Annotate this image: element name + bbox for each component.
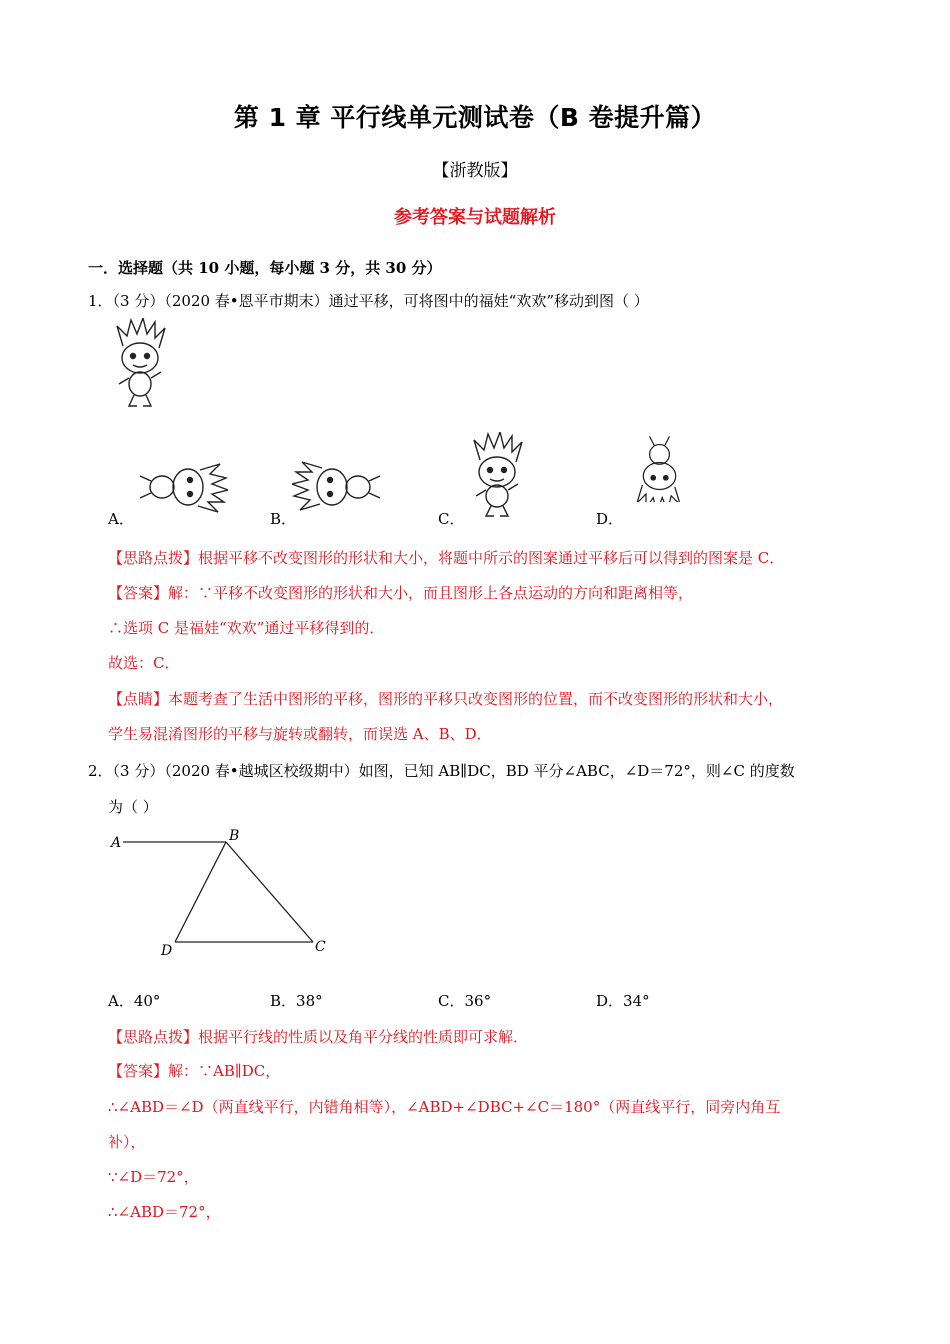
point-a-label: A: [111, 835, 122, 851]
q1-option-b-label: B．: [270, 510, 297, 528]
q2-option-c: C．36°: [438, 992, 492, 1010]
q1-review-line-1: 【点睛】本题考查了生活中图形的平移，图形的平移只改变图形的位置，而不改变图形的形状和大小，: [108, 690, 784, 708]
edition-label: 【浙教版】: [432, 161, 518, 181]
q2-answer-line-5: ∴∠ABD＝72°，: [108, 1203, 221, 1221]
q1-hint: 【思路点拨】根据平移不改变图形的形状和大小，将题中所示的图案通过平移后可以得到的图案是 C．: [108, 549, 785, 567]
q1-answer-line-2: ∴选项 C 是福娃“欢欢”通过平移得到的．: [108, 619, 385, 637]
q2-stem-line-2: 为（ ）: [108, 798, 158, 816]
page-title: 第 1 章 平行线单元测试卷（B 卷提升篇）: [233, 103, 717, 132]
q1-option-a-label: A．: [108, 510, 134, 528]
point-d-label: D: [161, 943, 173, 959]
point-c-label: C: [315, 939, 326, 955]
segment-bc: [226, 842, 313, 942]
q2-answer-line-2: ∴∠ABD＝∠D（两直线平行，内错角相等），∠ABD+∠DBC+∠C＝180°（两直线平行，同旁内角互: [108, 1098, 781, 1116]
q2-answer-line-1: 【答案】解：∵AB∥DC，: [108, 1062, 281, 1080]
q2-hint: 【思路点拨】根据平行线的性质以及角平分线的性质即可求解．: [108, 1028, 529, 1046]
mascot-option-a-figure: [138, 456, 228, 518]
answers-heading: 参考答案与试题解析: [394, 207, 556, 228]
q1-answer-line-3: 故选：C．: [108, 654, 180, 672]
q1-answer-line-1: 【答案】解：∵平移不改变图形的形状和大小，而且图形上各点运动的方向和距离相等，: [108, 584, 694, 602]
q2-option-a: A．40°: [108, 992, 161, 1010]
q2-geometry-figure: [105, 825, 335, 960]
mascot-original-figure: [105, 318, 175, 413]
section-heading: 一．选择题（共 10 小题，每小题 3 分，共 30 分）: [88, 259, 442, 277]
q2-stem-line-1: 2．（3 分）（2020 春•越城区校级期中）如图，已知 AB∥DC，BD 平分∠ABC，∠D＝72°，则∠C 的度数: [88, 762, 795, 780]
q2-answer-line-3: 补），: [108, 1133, 146, 1151]
mascot-option-d-figure: [624, 430, 688, 502]
q1-option-d-label: D．: [596, 510, 624, 528]
q1-review-line-2: 学生易混淆图形的平移与旋转或翻转，而误选 A、B、D．: [108, 725, 492, 743]
q2-answer-line-4: ∵∠D＝72°，: [108, 1168, 199, 1186]
q1-stem: 1．（3 分）（2020 春•恩平市期末）通过平移，可将图中的福娃“欢欢”移动到图（ ）: [88, 292, 649, 310]
mascot-option-b-figure: [292, 456, 384, 518]
segment-bd: [175, 842, 226, 942]
point-b-label: B: [229, 828, 240, 844]
q2-option-d: D．34°: [596, 992, 650, 1010]
mascot-option-c-figure: [462, 432, 530, 522]
q2-option-b: B．38°: [270, 992, 323, 1010]
q1-option-c-label: C．: [438, 510, 465, 528]
